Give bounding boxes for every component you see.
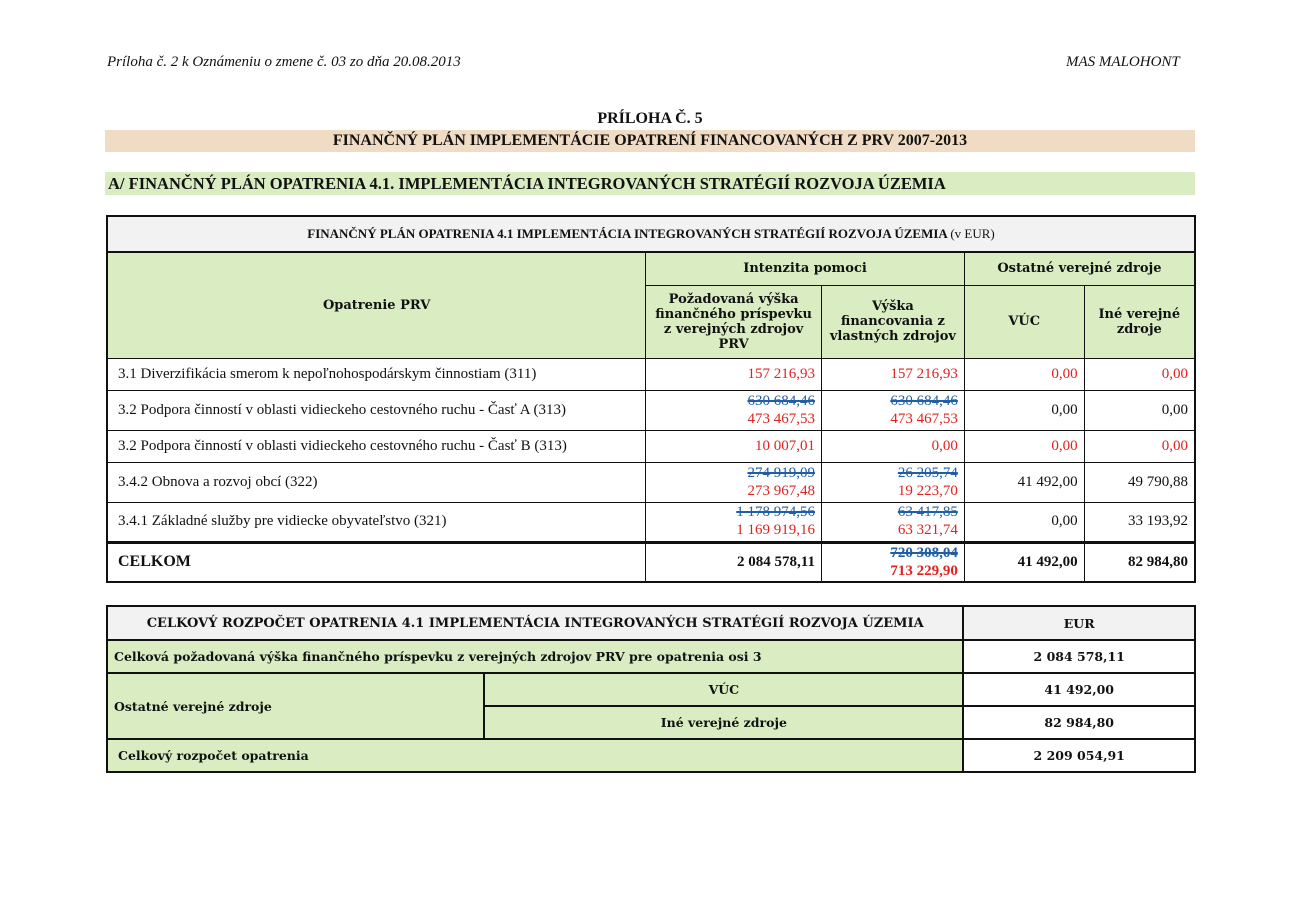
own-value: 157 216,93: [821, 358, 964, 390]
requested-value: 157 216,93: [646, 358, 822, 390]
document-header-right: MAS MALOHONT: [1066, 54, 1180, 70]
table-row: [107, 390, 1195, 430]
other-value: 49 790,88: [1084, 462, 1195, 502]
own-cell: [821, 502, 964, 542]
requested-value: 473 467,53: [747, 410, 815, 427]
table-row: [107, 430, 1195, 462]
row-label: 3.2 Podpora činností v oblasti vidieckeho cestovného ruchu - Časť A (313): [107, 390, 646, 430]
total-other-value: 82 984,80: [1084, 542, 1195, 582]
vuc-value: 0,00: [964, 390, 1084, 430]
total-requested-value: 2 084 578,11: [646, 542, 822, 582]
other-value: 0,00: [1084, 358, 1195, 390]
own-value: 0,00: [821, 430, 964, 462]
vuc-label: VÚC: [484, 673, 963, 706]
budget-total-label: Celkový rozpočet opatrenia: [107, 739, 963, 772]
row-label: 3.1 Diverzifikácia smerom k nepoľnohospodárskym činnostiam (311): [107, 358, 646, 390]
vuc-value: 41 492,00: [964, 462, 1084, 502]
requested-cell: [646, 462, 822, 502]
col-header-measure: Opatrenie PRV: [107, 252, 646, 358]
vuc-value: 0,00: [964, 430, 1084, 462]
vuc-value: 0,00: [964, 358, 1084, 390]
group-header-intensity: Intenzita pomoci: [646, 252, 965, 285]
other-value: 33 193,92: [1084, 502, 1195, 542]
group-header-other-sources: Ostatné verejné zdroje: [964, 252, 1195, 285]
own-value: 473 467,53: [890, 410, 958, 427]
vuc-value: 0,00: [964, 502, 1084, 542]
total-row: [107, 542, 1195, 582]
section-a-title: A/ FINANČNÝ PLÁN OPATRENIA 4.1. IMPLEMENTÁCIA INTEGROVANÝCH STRATÉGIÍ ROZVOJA ÚZEMIA: [105, 172, 1195, 195]
total-budget-caption: CELKOVÝ ROZPOČET OPATRENIA 4.1 IMPLEMENTÁCIA INTEGROVANÝCH STRATÉGIÍ ROZVOJA ÚZEMIA: [107, 606, 963, 640]
total-vuc-value: 41 492,00: [964, 542, 1084, 582]
caption-text: FINANČNÝ PLÁN OPATRENIA 4.1 IMPLEMENTÁCIA INTEGROVANÝCH STRATÉGIÍ ROZVOJA ÚZEMIA: [307, 226, 948, 241]
row-label: 3.4.2 Obnova a rozvoj obcí (322): [107, 462, 646, 502]
financial-plan-caption: [107, 216, 1195, 252]
col-header-own: Výška financovania z vlastných zdrojov: [821, 285, 964, 358]
other-sources-label: Ostatné verejné zdroje: [107, 673, 484, 739]
annex-title: PRÍLOHA Č. 5: [597, 110, 703, 127]
requested-total-value: 2 084 578,11: [963, 640, 1195, 673]
own-cell: [821, 390, 964, 430]
table-row: [107, 358, 1195, 390]
table-row: [107, 502, 1195, 542]
requested-old-value: 274 919,09: [747, 464, 815, 481]
own-cell: [821, 462, 964, 502]
row-label: 3.2 Podpora činností v oblasti vidieckeho cestovného ruchu - Časť B (313): [107, 430, 646, 462]
requested-cell: [646, 502, 822, 542]
other-public-label: Iné verejné zdroje: [484, 706, 963, 739]
own-old-value: 26 205,74: [897, 464, 958, 481]
requested-total-label: Celková požadovaná výška finančného príspevku z verejných zdrojov PRV pre opatrenia osi 3: [107, 640, 963, 673]
own-value: 19 223,70: [897, 482, 958, 499]
own-old-value: 63 417,85: [897, 504, 958, 520]
requested-cell: [646, 390, 822, 430]
total-own-value: 713 229,90: [890, 562, 958, 579]
total-budget-unit: EUR: [963, 606, 1195, 640]
requested-value: 1 169 919,16: [736, 522, 815, 538]
table-row: [107, 462, 1195, 502]
row-label: 3.4.1 Základné služby pre vidiecke obyvateľstvo (321): [107, 502, 646, 542]
own-old-value: 630 684,46: [890, 392, 958, 409]
requested-old-value: 630 684,46: [747, 392, 815, 409]
own-value: 63 321,74: [897, 522, 958, 538]
col-header-vuc: VÚC: [964, 285, 1084, 358]
col-header-requested: Požadovaná výška finančného príspevku z verejných zdrojov PRV: [646, 285, 822, 358]
other-value: 0,00: [1084, 390, 1195, 430]
col-header-other-public: Iné verejné zdroje: [1084, 285, 1195, 358]
caption-unit: (v EUR): [950, 226, 995, 241]
financial-plan-table: [106, 215, 1196, 583]
document-header-left: Príloha č. 2 k Oznámeniu o zmene č. 03 zo dňa 20.08.2013: [107, 54, 461, 70]
total-own-old-value: 720 308,04: [890, 544, 958, 561]
other-public-total-value: 82 984,80: [963, 706, 1195, 739]
total-label: CELKOM: [107, 542, 646, 582]
main-title: FINANČNÝ PLÁN IMPLEMENTÁCIE OPATRENÍ FINANCOVANÝCH Z PRV 2007-2013: [105, 130, 1195, 152]
other-value: 0,00: [1084, 430, 1195, 462]
budget-total-value: 2 209 054,91: [963, 739, 1195, 772]
vuc-total-value: 41 492,00: [963, 673, 1195, 706]
requested-value: 10 007,01: [646, 430, 822, 462]
total-own-cell: [821, 542, 964, 582]
total-budget-table: [106, 605, 1196, 773]
requested-value: 273 967,48: [747, 482, 815, 499]
requested-old-value: 1 178 974,56: [736, 504, 815, 520]
